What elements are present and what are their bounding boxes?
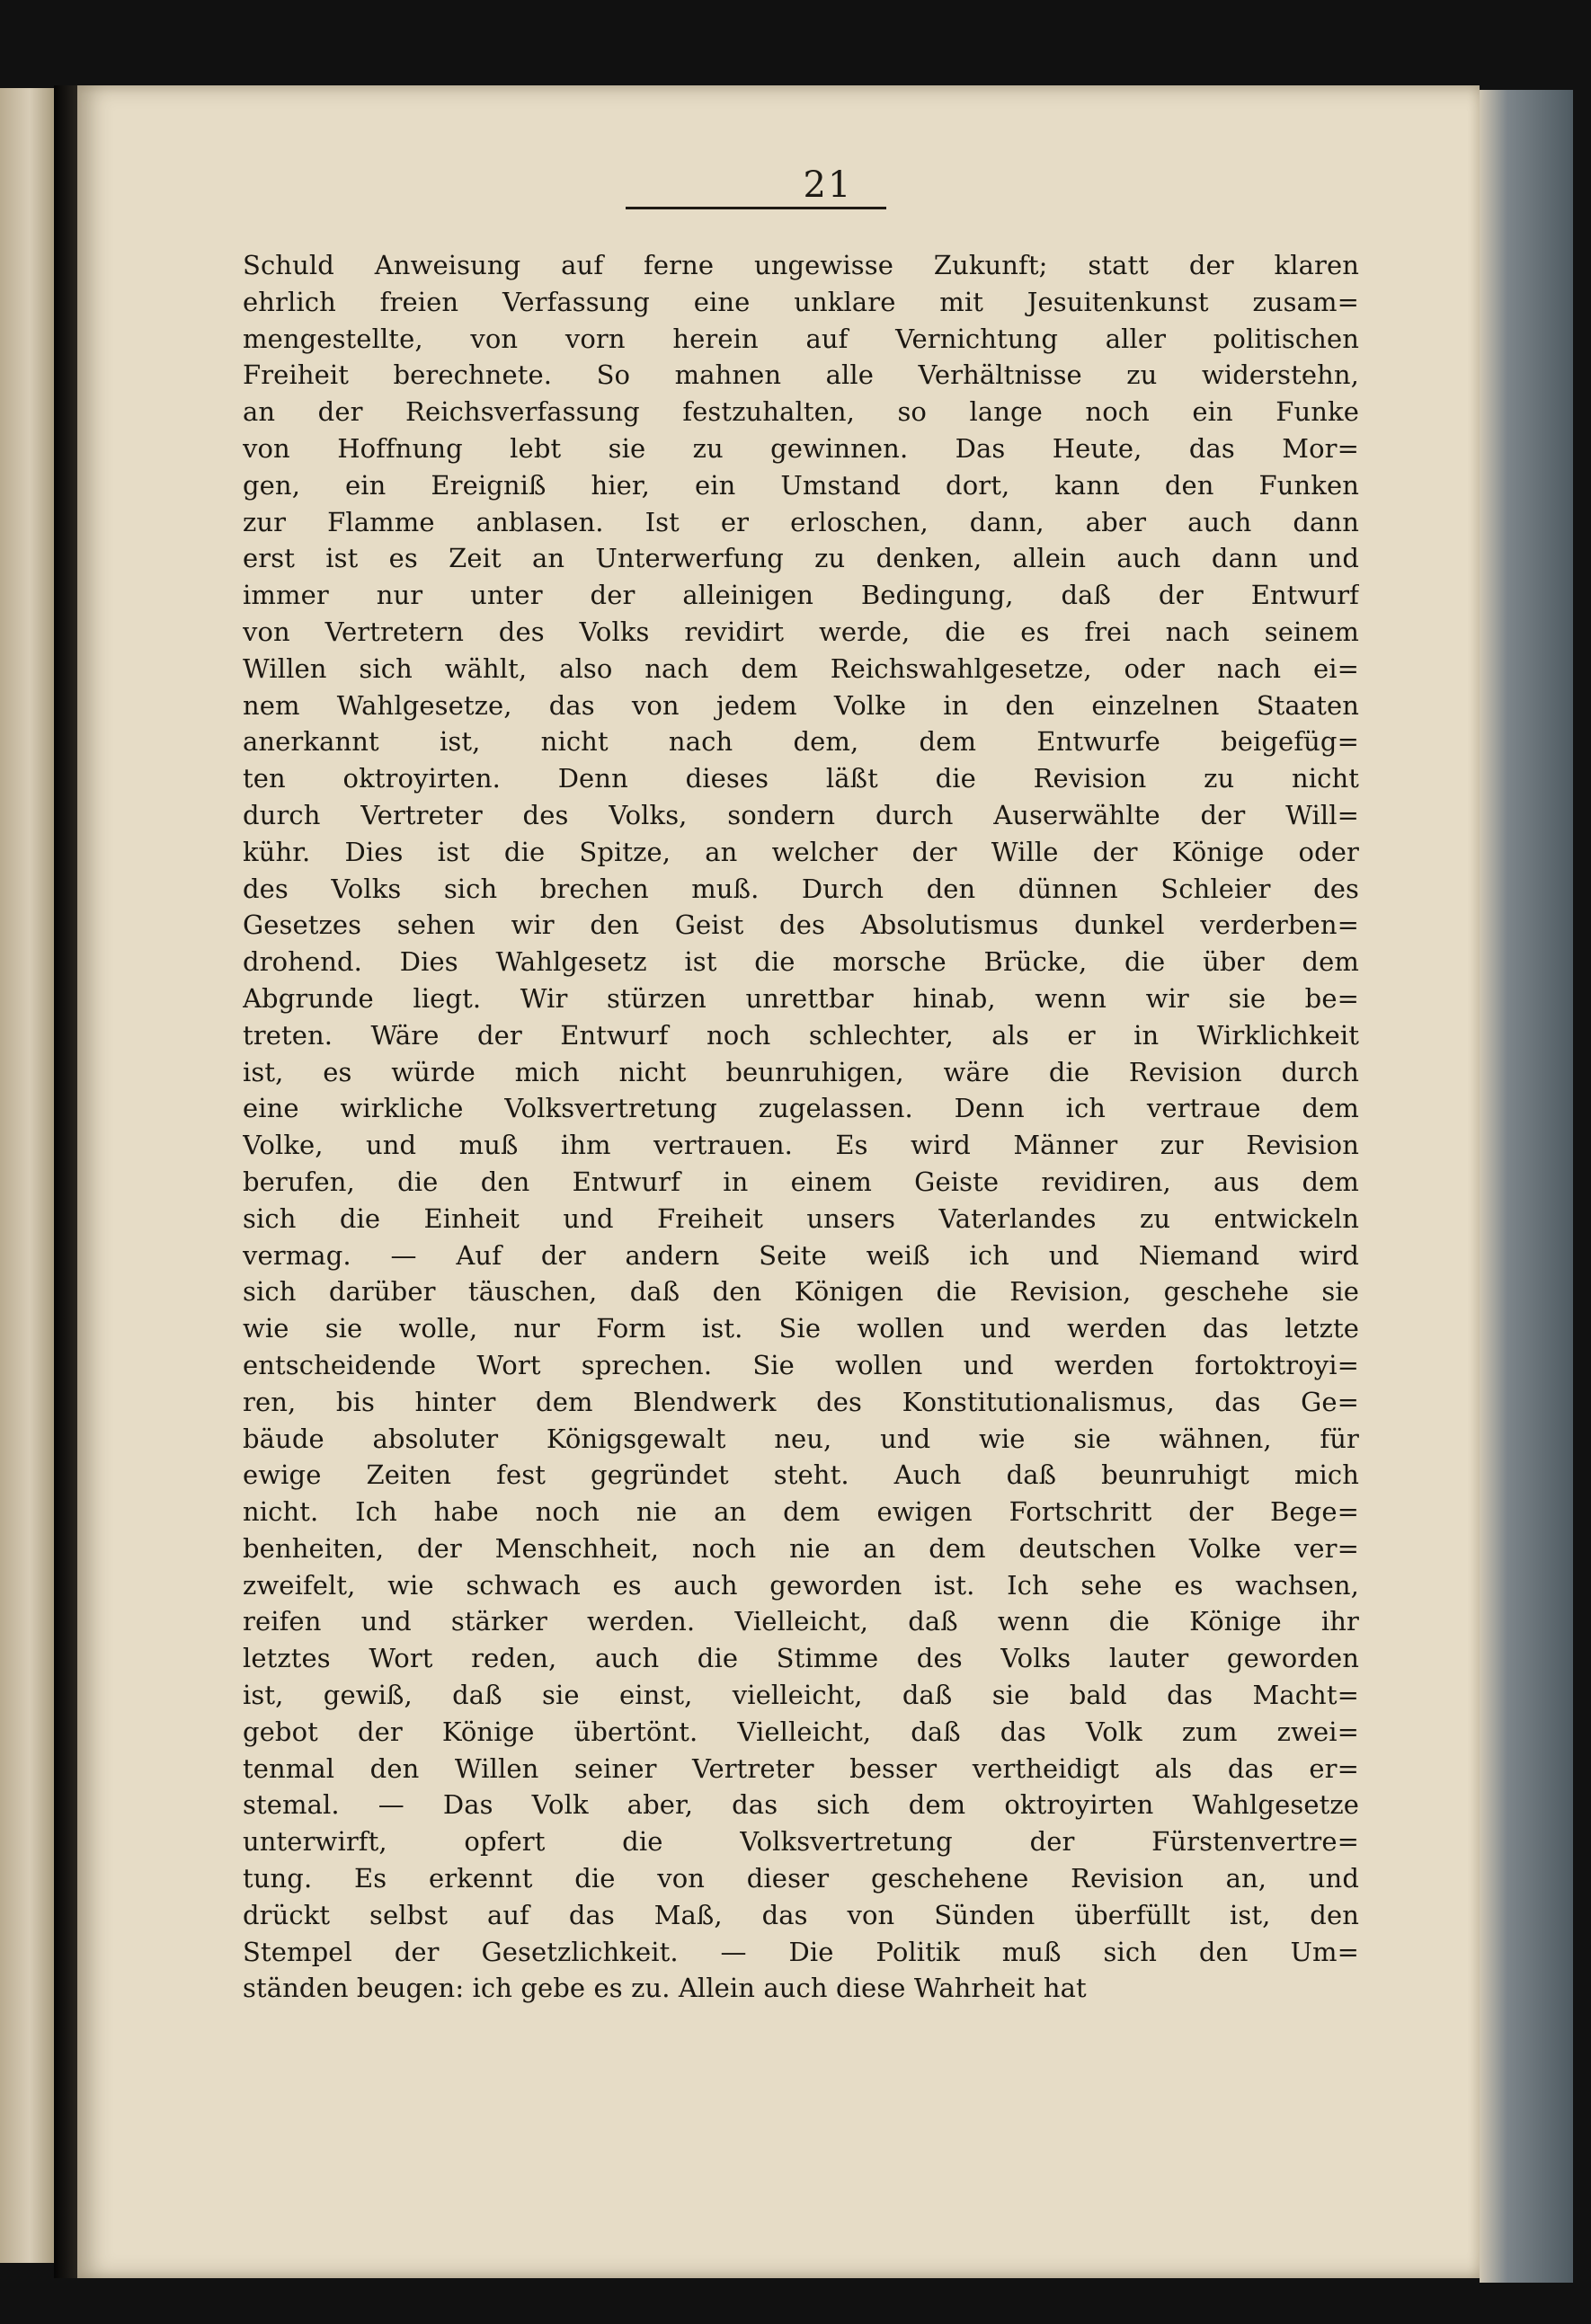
text-line: Willen sich wählt, also nach dem Reichswahlgesetze, oder nach ei= xyxy=(243,652,1359,684)
header-rule xyxy=(626,207,886,209)
text-line: Volke, und muß ihm vertrauen. Es wird Männer zur Revision xyxy=(243,1130,1359,1161)
text-line: Stempel der Gesetzlichkeit. — Die Politik muß sich den Um= xyxy=(243,1936,1359,1967)
text-line: wie sie wolle, nur Form ist. Sie wollen und werden das letzte xyxy=(243,1313,1359,1344)
text-line: gen, ein Ereigniß hier, ein Umstand dort, kann den Funken xyxy=(243,469,1359,501)
text-line: bäude absoluter Königsgewalt neu, und wie sie wähnen, für xyxy=(243,1423,1359,1454)
text-line: stemal. — Das Volk aber, das sich dem oktroyirten Wahlgesetze xyxy=(243,1789,1359,1821)
text-line: ist, es würde mich nicht beunruhigen, wäre die Revision durch xyxy=(243,1056,1359,1087)
text-line: letztes Wort reden, auch die Stimme des Volks lauter geworden xyxy=(243,1643,1359,1674)
text-line: ist, gewiß, daß sie einst, vielleicht, daß sie bald das Macht= xyxy=(243,1680,1359,1711)
text-line: sich darüber täuschen, daß den Königen die Revision, geschehe sie xyxy=(243,1276,1359,1308)
text-line: nicht. Ich habe noch nie an dem ewigen Fortschritt der Bege= xyxy=(243,1496,1359,1528)
text-line: Gesetzes sehen wir den Geist des Absolutismus dunkel verderben= xyxy=(243,909,1359,941)
body-text xyxy=(243,247,1359,2007)
text-line: unterwirft, opfert die Volksvertretung der Fürstenvertre= xyxy=(243,1826,1359,1858)
text-line: reifen und stärker werden. Vielleicht, daß wenn die Könige ihr xyxy=(243,1606,1359,1637)
text-line: drohend. Dies Wahlgesetz ist die morsche Brücke, die über dem xyxy=(243,946,1359,978)
text-line: mengestellte, von vorn herein auf Vernichtung aller politischen xyxy=(243,323,1359,354)
text-line: ten oktroyirten. Denn dieses läßt die Revision zu nicht xyxy=(243,763,1359,794)
text-line: zur Flamme anblasen. Ist er erloschen, dann, aber auch dann xyxy=(243,506,1359,537)
text-line: ren, bis hinter dem Blendwerk des Konstitutionalismus, das Ge= xyxy=(243,1386,1359,1417)
text-line: tung. Es erkennt die von dieser geschehene Revision an, und xyxy=(243,1863,1359,1894)
text-line: benheiten, der Menschheit, noch nie an dem deutschen Volke ver= xyxy=(243,1532,1359,1564)
text-line: treten. Wäre der Entwurf noch schlechter, als er in Wirklichkeit xyxy=(243,1019,1359,1051)
text-line: ständen beugen: ich gebe es zu. Allein auch diese Wahrheit hat xyxy=(243,1973,1087,2004)
text-line: von Hoffnung lebt sie zu gewinnen. Das Heute, das Mor= xyxy=(243,432,1359,464)
text-line: drückt selbst auf das Maß, das von Sünden überfüllt ist, den xyxy=(243,1899,1359,1930)
text-line: vermag. — Auf der andern Seite weiß ich und Niemand wird xyxy=(243,1239,1359,1271)
text-line: des Volks sich brechen muß. Durch den dünnen Schleier des xyxy=(243,873,1359,904)
book-page xyxy=(77,85,1480,2278)
page-edge-right xyxy=(1480,90,1573,2283)
text-line: sich die Einheit und Freiheit unsers Vaterlandes zu entwickeln xyxy=(243,1202,1359,1234)
text-line: nem Wahlgesetze, das von jedem Volke in den einzelnen Staaten xyxy=(243,689,1359,721)
text-line: gebot der Könige übertönt. Vielleicht, daß das Volk zum zwei= xyxy=(243,1716,1359,1747)
text-line: berufen, die den Entwurf in einem Geiste revidiren, aus dem xyxy=(243,1166,1359,1197)
text-line: ewige Zeiten fest gegründet steht. Auch daß beunruhigt mich xyxy=(243,1459,1359,1491)
text-line: von Vertretern des Volks revidirt werde, die es frei nach seinem xyxy=(243,616,1359,647)
text-line: Freiheit berechnete. So mahnen alle Verhältnisse zu widerstehn, xyxy=(243,359,1359,391)
text-line: kühr. Dies ist die Spitze, an welcher der Wille der Könige oder xyxy=(243,836,1359,867)
text-line: durch Vertreter des Volks, sondern durch Auserwählte der Will= xyxy=(243,799,1359,830)
facing-page-edge xyxy=(0,88,56,2263)
book-spine xyxy=(54,85,79,2278)
text-line: anerkannt ist, nicht nach dem, dem Entwurfe beigefüg= xyxy=(243,726,1359,758)
text-line: Abgrunde liegt. Wir stürzen unrettbar hinab, wenn wir sie be= xyxy=(243,982,1359,1014)
text-line: Schuld Anweisung auf ferne ungewisse Zukunft; statt der klaren xyxy=(243,250,1359,280)
text-line: eine wirkliche Volksvertretung zugelassen. Denn ich vertraue dem xyxy=(243,1093,1359,1124)
text-line: immer nur unter der alleinigen Bedingung, daß der Entwurf xyxy=(243,580,1359,611)
text-line: tenmal den Willen seiner Vertreter besser vertheidigt als das er= xyxy=(243,1752,1359,1784)
page-header xyxy=(77,164,1480,206)
text-line: erst ist es Zeit an Unterwerfung zu denken, allein auch dann und xyxy=(243,543,1359,574)
text-line: ehrlich freien Verfassung eine unklare mit Jesuitenkunst zusam= xyxy=(243,286,1359,317)
text-line: an der Reichsverfassung festzuhalten, so lange noch ein Funke xyxy=(243,396,1359,428)
text-line: zweifelt, wie schwach es auch geworden ist. Ich sehe es wachsen, xyxy=(243,1569,1359,1601)
text-line: entscheidende Wort sprechen. Sie wollen und werden fortoktroyi= xyxy=(243,1349,1359,1380)
page-number: 21 xyxy=(803,164,853,206)
